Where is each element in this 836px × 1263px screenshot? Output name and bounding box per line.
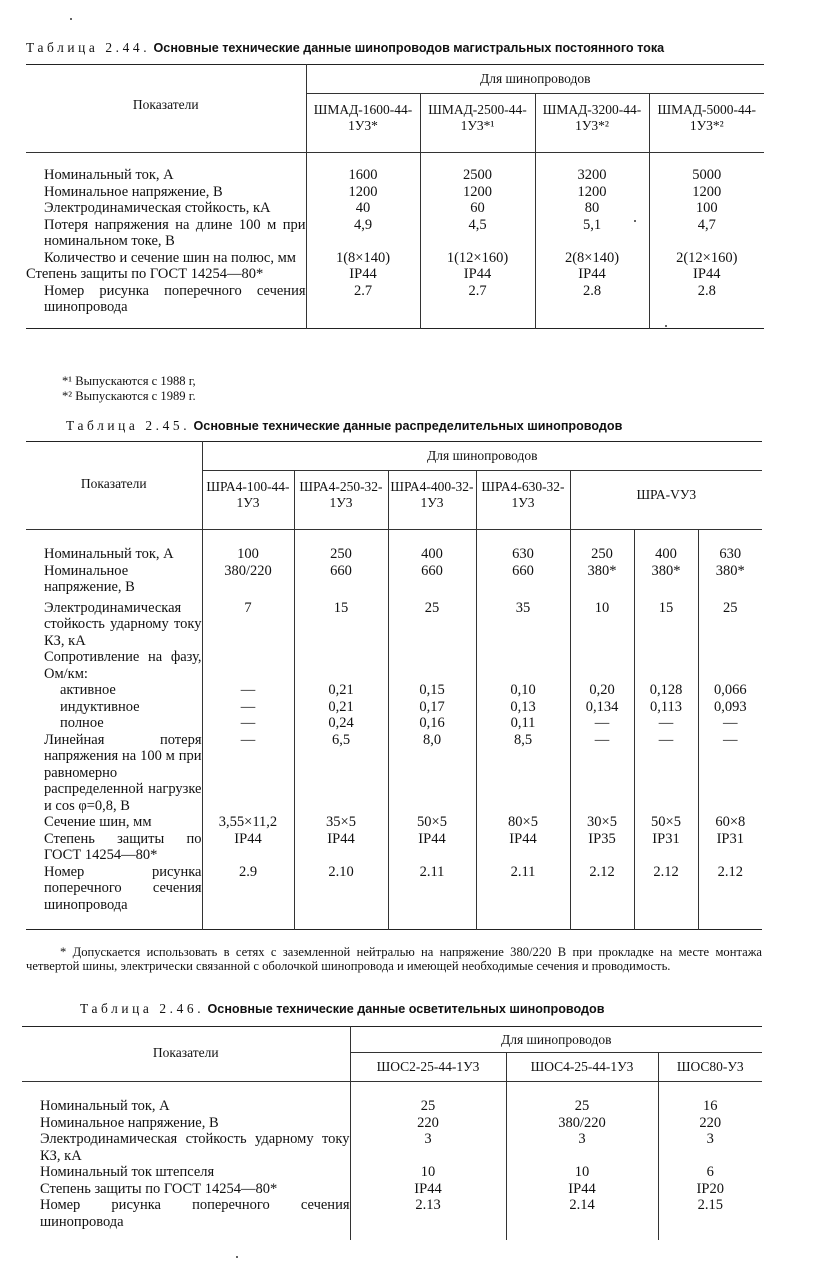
row-label: Номер рисунка поперечного сечения шинопровода: [44, 282, 306, 315]
col-header-indicators: Показатели: [152, 1045, 219, 1060]
row-label: Электродинамическая стойкость ударному току КЗ, кА: [44, 599, 202, 649]
cell-value: 2.14: [506, 1197, 658, 1230]
table-row: [26, 596, 762, 650]
cell-value: 0,13: [476, 699, 570, 716]
cell-value: 25: [388, 596, 476, 650]
table-row: [22, 1115, 762, 1132]
cell-value: 0,113: [634, 699, 698, 716]
cell-value: 5,1: [535, 217, 649, 250]
cell-value: IP44: [420, 266, 535, 283]
table-2-45-label: Таблица 2.45.: [66, 418, 191, 433]
table-2-46-title: Основные технические данные осветительных шинопроводов: [207, 1002, 605, 1016]
cell-value: 0,10: [476, 682, 570, 699]
cell-value: 1(12×160): [420, 250, 535, 267]
cell-value: 10: [350, 1164, 506, 1181]
cell-value: 0,21: [294, 699, 388, 716]
cell-value: 0,17: [388, 699, 476, 716]
cell-value: 2500: [420, 167, 535, 184]
cell-value: 15: [634, 596, 698, 650]
cell-value: 1(8×140): [306, 250, 420, 267]
cell-value: 400: [388, 546, 476, 563]
cell-value: 4,7: [649, 217, 764, 250]
table-row: [22, 1098, 762, 1115]
table-row: [22, 1181, 762, 1198]
table-row: [26, 200, 764, 217]
table-2-44-title: Основные технические данные шинопроводов магистральных постоянного тока: [153, 41, 665, 55]
table-2-46-label: Таблица 2.46.: [80, 1001, 205, 1016]
cell-value: 250: [570, 546, 634, 563]
table-2-46-caption: [80, 1001, 604, 1017]
group-header: Для шинопроводов: [350, 1027, 762, 1053]
cell-value: IP35: [570, 831, 634, 864]
table-row: [26, 167, 764, 184]
cell-value: IP31: [698, 831, 762, 864]
row-label: Номинальное напряжение, В: [44, 183, 223, 200]
cell-value: 0,134: [570, 699, 634, 716]
row-label: Номер рисунка поперечного сечения шинопровода: [44, 863, 202, 913]
row-label: Номинальное напряжение, В: [44, 562, 135, 595]
cell-value: IP44: [306, 266, 420, 283]
table-row: [22, 1197, 762, 1230]
col-header: ШРА4-100-44-1У3: [202, 471, 294, 530]
cell-value: 3: [506, 1131, 658, 1164]
cell-value: 10: [570, 596, 634, 650]
cell-value: 630: [476, 546, 570, 563]
cell-value: 4,5: [420, 217, 535, 250]
cell-value: 0,11: [476, 715, 570, 732]
cell-value: 3: [658, 1131, 762, 1164]
cell-value: 660: [388, 563, 476, 596]
cell-value: 4,9: [306, 217, 420, 250]
cell-value: 60: [420, 200, 535, 217]
cell-value: 2.12: [698, 864, 762, 914]
cell-value: 100: [649, 200, 764, 217]
cell-value: 1200: [306, 184, 420, 201]
cell-value: 0,20: [570, 682, 634, 699]
cell-value: 10: [506, 1164, 658, 1181]
row-label: Электродинамическая стойкость ударному току КЗ, кА: [40, 1131, 350, 1164]
table-2-44-note-1: *¹ Выпускаются с 1988 г,: [62, 374, 196, 388]
cell-value: 100: [202, 546, 294, 563]
cell-value: 0,066: [698, 682, 762, 699]
cell-value: 1200: [649, 184, 764, 201]
cell-value: 80: [535, 200, 649, 217]
cell-value: 15: [294, 596, 388, 650]
cell-value: 40: [306, 200, 420, 217]
cell-value: 2.11: [476, 864, 570, 914]
cell-value: —: [202, 715, 294, 732]
cell-value: 30×5: [570, 814, 634, 831]
cell-value: 3,55×11,2: [202, 814, 294, 831]
cell-value: 380/220: [506, 1115, 658, 1132]
scan-speck: [665, 325, 667, 327]
cell-value: 1200: [420, 184, 535, 201]
col-header: ШОС80-У3: [658, 1053, 762, 1082]
table-2-45-caption: [66, 418, 622, 434]
table-row: [26, 563, 762, 596]
cell-value: 250: [294, 546, 388, 563]
col-header-indicators: Показатели: [132, 97, 199, 112]
cell-value: 80×5: [476, 814, 570, 831]
scan-speck: [634, 220, 636, 222]
table-row: [26, 283, 764, 316]
cell-value: 1600: [306, 167, 420, 184]
cell-value: 25: [350, 1098, 506, 1115]
cell-value: —: [634, 715, 698, 732]
col-header: ШРА4-400-32-1У3: [388, 471, 476, 530]
cell-value: 2.13: [350, 1197, 506, 1230]
row-label: полное: [60, 715, 104, 731]
col-header: ШМАД-5000-44-1У3*²: [649, 94, 764, 153]
table-row: [22, 1164, 762, 1181]
row-label: Потеря напряжения на длине 100 м при номинальном токе, В: [44, 216, 306, 249]
col-header: ШРА-VУ3: [570, 471, 762, 530]
row-label: Номер рисунка поперечного сечения шинопровода: [40, 1197, 350, 1230]
cell-value: IP44: [506, 1181, 658, 1198]
cell-value: 2.8: [535, 283, 649, 316]
scan-speck: [236, 1256, 238, 1258]
table-row: [26, 715, 762, 732]
table-2-44-note-2: *² Выпускаются с 1989 г.: [62, 389, 196, 403]
cell-value: 7: [202, 596, 294, 650]
cell-value: 0,16: [388, 715, 476, 732]
cell-value: 5000: [649, 167, 764, 184]
cell-value: 2.8: [649, 283, 764, 316]
group-header: Для шинопроводов: [202, 442, 762, 471]
cell-value: 0,21: [294, 682, 388, 699]
table-2-45: [26, 441, 762, 930]
cell-value: —: [698, 732, 762, 815]
row-label: Номинальный ток, А: [40, 1098, 170, 1114]
table-row: [26, 250, 764, 267]
cell-value: 8,5: [476, 732, 570, 815]
table-2-44-label: Таблица 2.44.: [26, 40, 151, 55]
row-label: Количество и сечение шин на полюс, мм: [44, 249, 296, 266]
cell-value: IP44: [535, 266, 649, 283]
cell-value: 60×8: [698, 814, 762, 831]
cell-value: 0,128: [634, 682, 698, 699]
cell-value: IP44: [388, 831, 476, 864]
row-label: Сечение шин, мм: [44, 814, 152, 830]
cell-value: 25: [506, 1098, 658, 1115]
cell-value: IP31: [634, 831, 698, 864]
cell-value: —: [202, 699, 294, 716]
cell-value: 8,0: [388, 732, 476, 815]
cell-value: 50×5: [634, 814, 698, 831]
table-row: [26, 699, 762, 716]
cell-value: 400: [634, 546, 698, 563]
table-2-45-title: Основные технические данные распределительных шинопроводов: [193, 419, 623, 433]
cell-value: —: [570, 732, 634, 815]
cell-value: 0,093: [698, 699, 762, 716]
cell-value: 380*: [570, 563, 634, 596]
row-label: Степень защиты по ГОСТ 14254—80*: [44, 830, 202, 863]
row-label: Номинальный ток, А: [44, 167, 174, 183]
row-label: Номинальный ток, А: [44, 546, 174, 562]
cell-value: IP44: [294, 831, 388, 864]
cell-value: 630: [698, 546, 762, 563]
cell-value: IP44: [350, 1181, 506, 1198]
cell-value: 660: [294, 563, 388, 596]
cell-value: 2.7: [306, 283, 420, 316]
col-header: ШМАД-1600-44-1У3*: [306, 94, 420, 153]
row-label: Степень защиты по ГОСТ 14254—80*: [40, 1180, 278, 1197]
cell-value: —: [698, 715, 762, 732]
cell-value: IP44: [649, 266, 764, 283]
cell-value: 2.11: [388, 864, 476, 914]
row-label: активное: [60, 682, 116, 698]
table-row: [26, 217, 764, 250]
row-label: Степень защиты по ГОСТ 14254—80*: [26, 266, 264, 282]
cell-value: 2.9: [202, 864, 294, 914]
table-2-46: [22, 1026, 762, 1240]
cell-value: —: [202, 732, 294, 815]
table-row: [26, 814, 762, 831]
col-header-indicators: Показатели: [80, 476, 147, 491]
row-label: Номинальное напряжение, В: [40, 1114, 219, 1131]
cell-value: 220: [350, 1115, 506, 1132]
table-row: [22, 1131, 762, 1164]
cell-value: 2.10: [294, 864, 388, 914]
cell-value: 50×5: [388, 814, 476, 831]
cell-value: 2(12×160): [649, 250, 764, 267]
col-header: ШРА4-630-32-1У3: [476, 471, 570, 530]
col-header: ШМАД-3200-44-1У3*²: [535, 94, 649, 153]
row-label: Линейная потеря напряжения на 100 м при равномерно распределенной нагрузке и cos φ=0,8, В: [44, 731, 202, 814]
cell-value: 660: [476, 563, 570, 596]
cell-value: 3200: [535, 167, 649, 184]
cell-value: IP44: [476, 831, 570, 864]
table-row: [26, 649, 762, 682]
cell-value: IP44: [202, 831, 294, 864]
cell-value: 2.15: [658, 1197, 762, 1230]
cell-value: 2.12: [570, 864, 634, 914]
cell-value: 2.12: [634, 864, 698, 914]
cell-value: 0,24: [294, 715, 388, 732]
cell-value: —: [634, 732, 698, 815]
col-header: ШРА4-250-32-1У3: [294, 471, 388, 530]
cell-value: 1200: [535, 184, 649, 201]
cell-value: 16: [658, 1098, 762, 1115]
cell-value: 220: [658, 1115, 762, 1132]
table-row: [26, 546, 762, 563]
cell-value: 6,5: [294, 732, 388, 815]
row-label: Сопротивление на фазу, Ом/км:: [44, 649, 202, 682]
cell-value: 380*: [698, 563, 762, 596]
cell-value: 380/220: [202, 563, 294, 596]
table-row: [26, 266, 764, 283]
col-header: ШОС4-25-44-1У3: [506, 1053, 658, 1082]
table-row: [26, 864, 762, 914]
row-label: Электродинамическая стойкость, кА: [44, 200, 271, 216]
col-header: ШОС2-25-44-1У3: [350, 1053, 506, 1082]
col-header: ШМАД-2500-44-1У3*¹: [420, 94, 535, 153]
table-row: [26, 831, 762, 864]
table-2-44: [26, 64, 764, 329]
cell-value: 25: [698, 596, 762, 650]
cell-value: —: [202, 682, 294, 699]
cell-value: 2(8×140): [535, 250, 649, 267]
group-header: Для шинопроводов: [306, 65, 764, 94]
cell-value: 380*: [634, 563, 698, 596]
cell-value: 35: [476, 596, 570, 650]
cell-value: 2.7: [420, 283, 535, 316]
cell-value: 3: [350, 1131, 506, 1164]
scan-speck: [70, 18, 72, 20]
cell-value: IP20: [658, 1181, 762, 1198]
cell-value: 6: [658, 1164, 762, 1181]
row-label: индуктивное: [60, 698, 140, 715]
cell-value: 35×5: [294, 814, 388, 831]
table-2-44-caption: [26, 40, 664, 56]
cell-value: 0,15: [388, 682, 476, 699]
table-row: [26, 682, 762, 699]
row-label: Номинальный ток штепселя: [40, 1164, 215, 1180]
table-row: [26, 732, 762, 815]
cell-value: —: [570, 715, 634, 732]
table-row: [26, 184, 764, 201]
table-2-45-note: * Допускается использовать в сетях с заземленной нейтралью на напряжение 380/220 В при прокладке на месте монтажа четвертой шины, электрически связанной с оболочкой шинопровода и имеющей необходимые сечения и проводимость.: [26, 945, 762, 973]
